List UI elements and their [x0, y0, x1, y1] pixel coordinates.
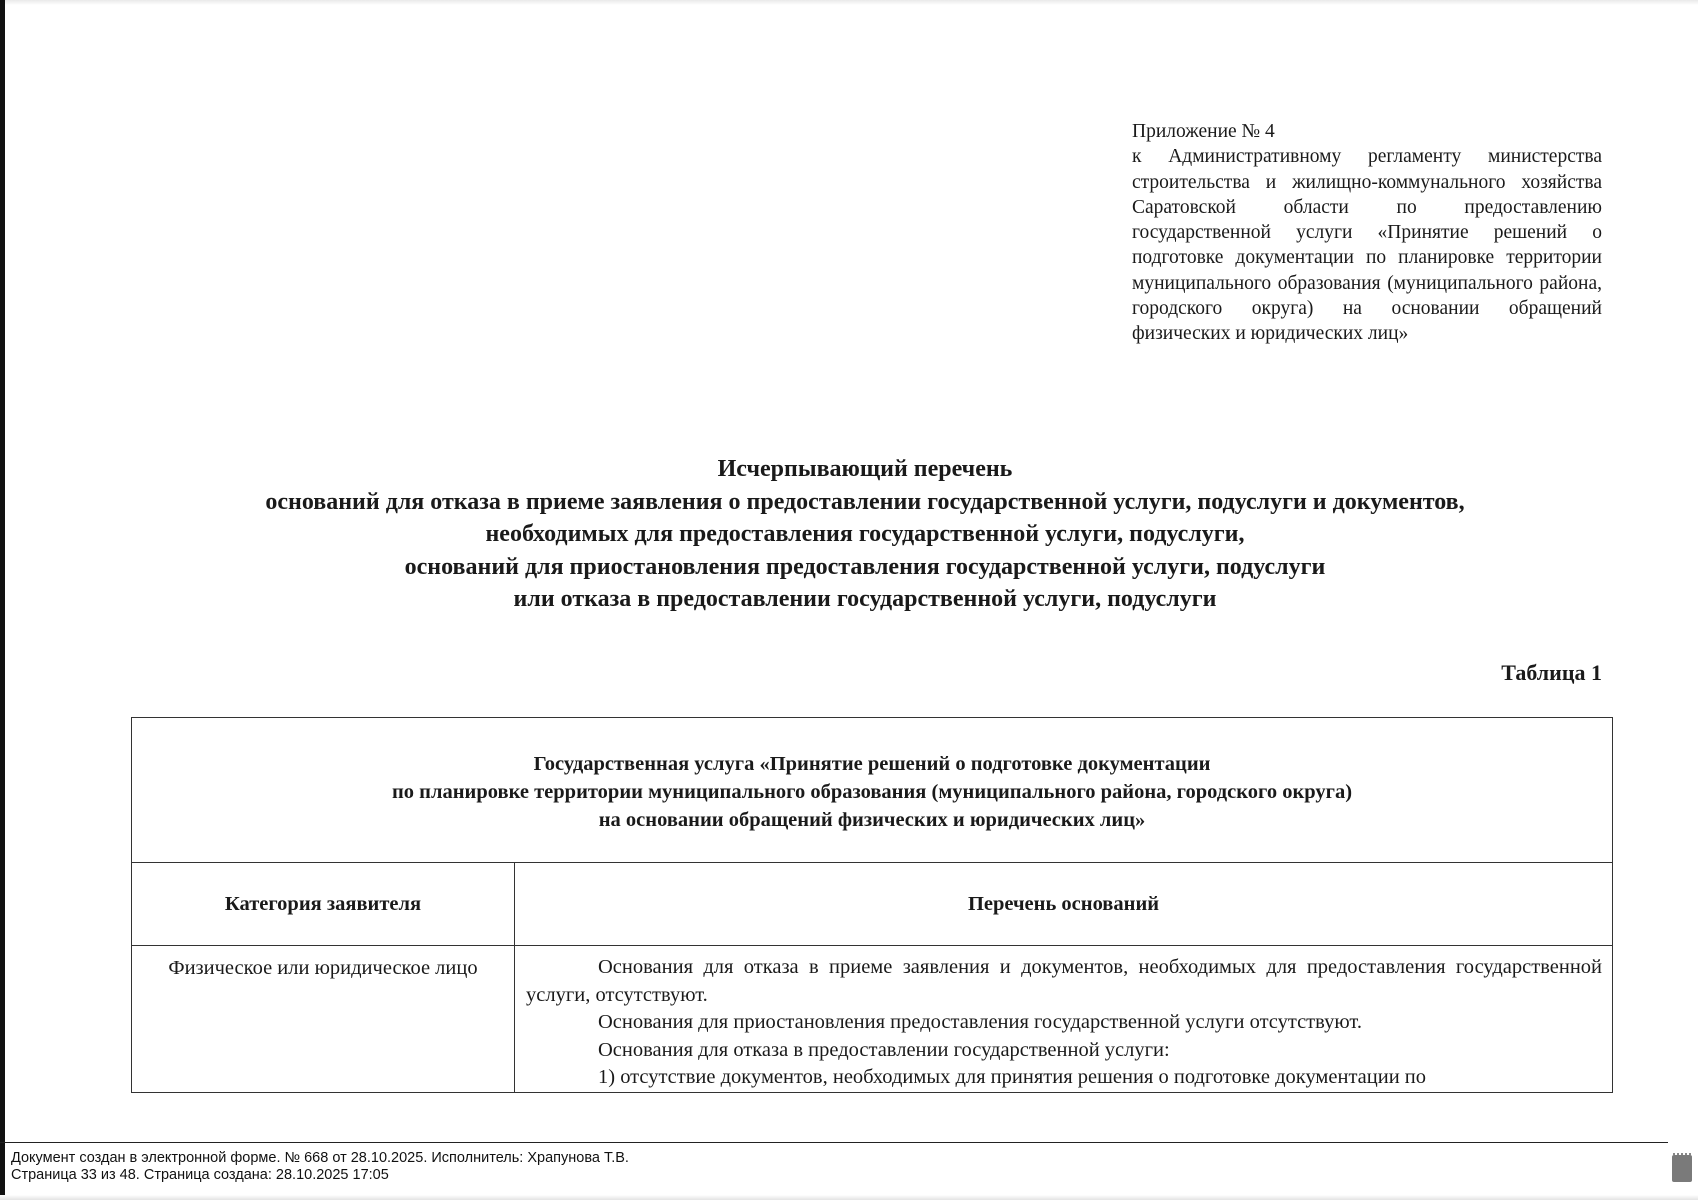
grounds-table [131, 717, 1613, 1093]
corner-dots-mark [1673, 1145, 1691, 1155]
column-header-reasons: Перечень оснований [515, 863, 1613, 946]
table-header-row [132, 863, 1613, 946]
appendix-title: Приложение № 4 [1132, 121, 1275, 142]
footer-line-1: Документ создан в электронной форме. № 668 от 28.10.2025. Исполнитель: Храпунова Т.В. [11, 1150, 629, 1166]
reason-paragraph: Основания для отказа в предоставлении государственной услуги: [598, 1038, 1170, 1061]
reason-paragraph: 1) отсутствие документов, необходимых для принятия решения о подготовке документации по [598, 1066, 1427, 1088]
corner-seal-mark [1672, 1155, 1692, 1182]
table-service-row [132, 718, 1613, 863]
heading-line: необходимых для предоставления государственной услуги, подуслуги, [485, 521, 1245, 547]
heading-line: или отказа в предоставлении государственной услуги, подуслуги [513, 586, 1217, 612]
footer-line-2: Страница 33 из 48. Страница создана: 28.10.2025 17:05 [11, 1166, 389, 1183]
document-heading [60, 453, 1670, 616]
document-footer-stamp [11, 1150, 629, 1183]
appendix-text: к Административному регламенту министерства строительства и жилищно-коммунального хозяйства Саратовской области по предоставлению государственной услуги «Принятие решений о подготовке документации по планировке территории муниципального образования (муниципального района, городского округа) на основании обращений физических и юридических лиц» [1132, 146, 1602, 345]
heading-line: Исчерпывающий перечень [717, 456, 1013, 482]
heading-line: оснований для приостановления предоставления государственной услуги, подуслуги [404, 553, 1326, 580]
scan-edge-bottom [0, 1195, 1698, 1200]
appendix-block [1132, 119, 1602, 347]
reason-paragraph: Основания для приостановления предоставления государственной услуги отсутствуют. [598, 1011, 1362, 1033]
reason-paragraph: Основания для отказа в приеме заявления и документов, необходимых для предоставления государственной услуги, отсутствуют. [526, 956, 1603, 1006]
heading-line: оснований для отказа в приеме заявления о предоставлении государственной услуги, подуслуги и документов, [265, 488, 1465, 515]
table-label: Таблица 1 [1501, 660, 1602, 685]
service-title-line: по планировке территории муниципального образования (муниципального района, городского округа) [391, 781, 1353, 803]
scan-edge-top [0, 0, 1698, 5]
scan-edge-left [0, 0, 5, 1200]
service-title-line: Государственная услуга «Принятие решений о подготовке документации [533, 753, 1211, 775]
service-title-line: на основании обращений физических и юридических лиц» [598, 809, 1146, 831]
table-row [132, 946, 1613, 1093]
category-cell: Физическое или юридическое лицо [132, 946, 515, 1093]
footer-divider [0, 1142, 1668, 1143]
reasons-cell [515, 946, 1613, 1093]
service-title-cell [132, 718, 1613, 863]
column-header-category: Категория заявителя [132, 863, 515, 946]
